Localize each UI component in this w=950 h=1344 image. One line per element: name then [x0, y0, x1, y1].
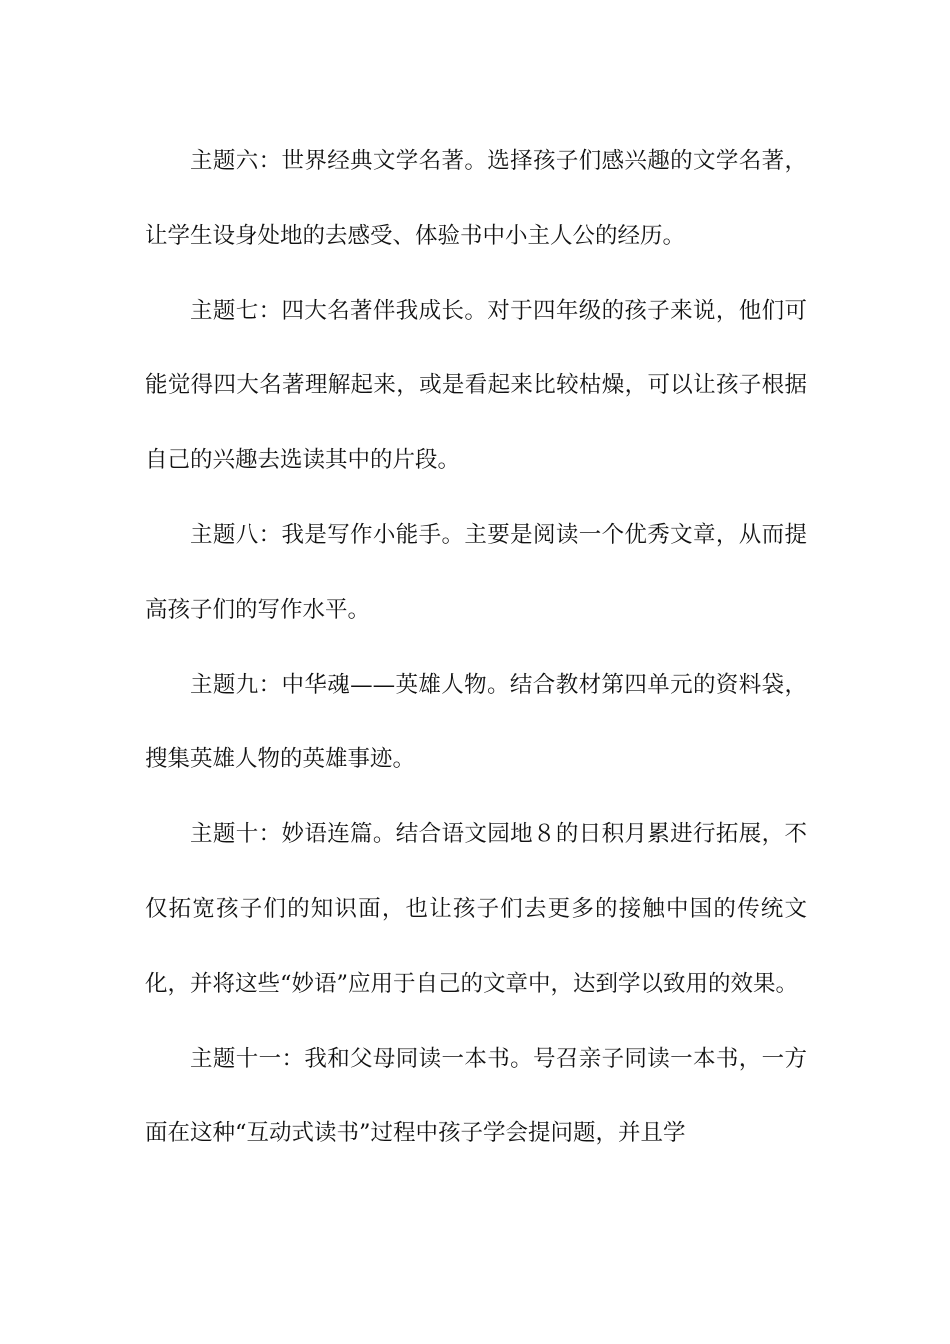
document-body — [145, 124, 807, 1171]
paragraph-theme-8: 主题八：我是写作小能手。主要是阅读一个优秀文章，从而提高孩子们的写作水平。 — [145, 521, 807, 623]
paragraph-theme-7: 主题七：四大名著伴我成长。对于四年级的孩子来说，他们可能觉得四大名著理解起来，或是看起来比较枯燥，可以让孩子根据自己的兴趣去选读其中的片段。 — [145, 297, 807, 474]
paragraph-theme-11: 主题十一：我和父母同读一本书。号召亲子同读一本书，一方面在这种“互动式读书”过程中孩子学会提问题，并且学 — [145, 1045, 807, 1147]
paragraph-theme-6: 主题六：世界经典文学名著。选择孩子们感兴趣的文学名著，让学生设身处地的去感受、体验书中小主人公的经历。 — [145, 148, 807, 249]
paragraph-theme-9: 主题九：中华魂——英雄人物。结合教材第四单元的资料袋，搜集英雄人物的英雄事迹。 — [145, 671, 807, 773]
paragraph-theme-10: 主题十：妙语连篇。结合语文园地８的日积月累进行拓展，不仅拓宽孩子们的知识面，也让孩子们去更多的接触中国的传统文化，并将这些“妙语”应用于自己的文章中，达到学以致用的效果。 — [145, 821, 807, 997]
